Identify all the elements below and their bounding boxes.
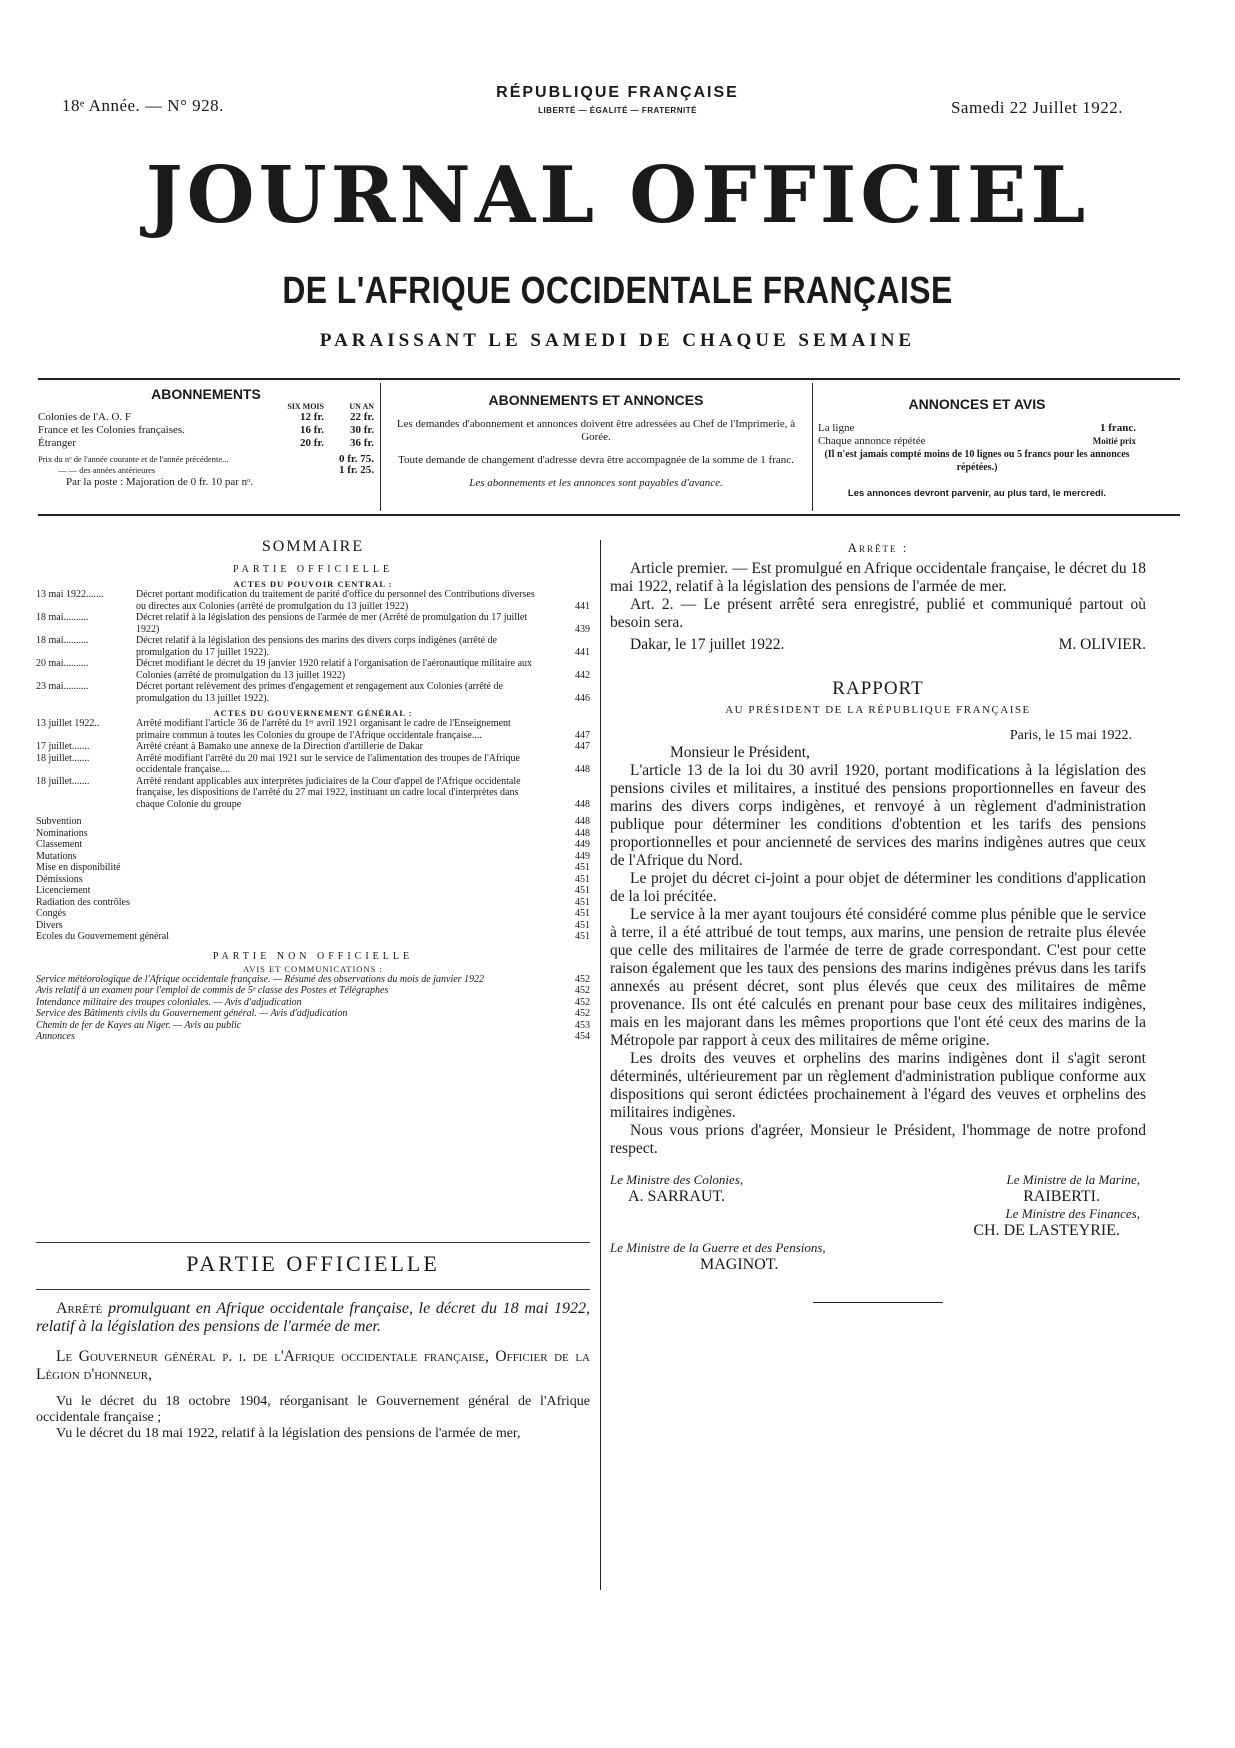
abonnements-title: ABONNEMENTS xyxy=(151,386,261,402)
box-divider-1 xyxy=(380,383,381,511)
abonnements-box xyxy=(38,386,374,489)
journal-title: JOURNAL OFFICIEL xyxy=(145,150,1090,241)
sommaire-entry: Ecoles du Gouvernement général 451 xyxy=(36,931,590,942)
abonnement-row: Étranger 20 fr. 36 fr. xyxy=(38,437,374,449)
abonnement-row: Colonies de l'A. O. F 12 fr. 22 fr. xyxy=(38,411,374,423)
col-un-an: UN AN xyxy=(349,402,374,411)
end-rule xyxy=(813,1302,943,1303)
sommaire-entry: 18 mai.......... Décret relatif à la législation des pensions des marins des divers corps indigènes (arrêté de promulgation du 17 juillet 1922). 441 xyxy=(36,635,590,658)
signataire: M. OLIVIER. xyxy=(1058,636,1146,653)
journal-subtitle: DE L'AFRIQUE OCCIDENTALE FRANÇAISE xyxy=(282,270,953,312)
sommaire-entry: 20 mai.......... Décret modifiant le décret du 19 janvier 1920 relatif à l'organisation de l'aéronautique militaire aux Colonies (arrêté de promulgation du 13 juillet 1922) 442 xyxy=(36,658,590,681)
box-divider-2 xyxy=(812,383,813,511)
sommaire-entry: Congés 451 xyxy=(36,908,590,919)
sommaire-entry: 13 juillet 1922.. Arrêté modifiant l'article 36 de l'arrêté du 1ᵉʳ avril 1921 organisant le cadre de l'Enseignement primaire commun à toutes les Colonies du groupe de l'Afrique occidentale française.... 447 xyxy=(36,718,590,741)
gouverneur-line: Le Gouverneur général p. i. de l'Afrique occidentale française, Officier de la Légion d'honneur, xyxy=(36,1348,590,1383)
box-bottom-rule xyxy=(38,514,1180,516)
sommaire-entry: Subvention 448 xyxy=(36,816,590,827)
issue-date: Samedi 22 Juillet 1922. xyxy=(950,98,1123,117)
sommaire-entry: Service des Bâtiments civils du Gouvernement général. — Avis d'adjudication 452 xyxy=(36,1008,590,1019)
annonces-avis-box: ANNONCES ET AVIS La ligne 1 franc. Chaque annonce répétée Moitié prix (Il n'est jamais compté moins de 10 lignes ou 5 francs pour les annonces répétées.) Les annonces devront parvenir, au plus tard, le mercredi. xyxy=(818,396,1136,499)
sommaire-entry: 13 mai 1922....... Décret portant modification du traitement de parité d'office du personnel des Contributions diverses ou directes aux Colonies (arrêté de promulgation du 13 juillet 1922) 441 xyxy=(36,589,590,612)
sommaire-entry: Chemin de fer de Kayes au Niger. — Avis au public 453 xyxy=(36,1019,590,1031)
sommaire-entry: 23 mai.......... Décret portant relèvement des primes d'engagement et rengagement aux Colonies (arrêté de promulgation du 13 juillet 1922). 446 xyxy=(36,681,590,704)
sommaire: SOMMAIRE PARTIE OFFICIELLE ACTES DU POUVOIR CENTRAL : 13 mai 1922....... Décret portant modification du traitement de parité d'office du personnel des Contributions diverses ou directes aux Colonies (arrêté de promulgation du 13 juillet 1922) 441 18 mai.......... Décret relatif à la législation des pensions de l'armée de mer (Arrêté de promulgation du 17 juillet 1922) 439 18 mai.......... Décret relatif à la législation des pensions des marins des divers corps indigènes (arrêté de promulgation du 17 juillet 1922). 441 20 mai.......... Décret modifiant le décret du 19 janvier 1920 relatif à l'organisation de l'aéronautique militaire aux Colonies (arrêté de promulgation du 13 juillet 1922) 442 23 mai.......... Décret portant relèvement des primes d'engagement et rengagement aux Colonies (arrêté de promulgation du 13 juillet 1922). 446 ACTES DU GOUVERNEMENT GÉNÉRAL : 13 juillet 1922.. Arrêté modifiant l'article 36 de l'arrêté du 1ᵉʳ avril 1921 organisant le cadre de l'Enseignement primaire commun à toutes les Colonies du groupe de l'Afrique occidentale française.... 447 17 juillet....... Arrêté créant à Bamako une annexe de la Direction d'artillerie de Dakar 447 18 juillet....... Arrêté modifiant l'arrêté du 20 mai 1921 sur le service de l'alimentation des troupes de l'Afrique occidentale française.... 448 18 juillet....... Arrêté rendant applicables aux interprètes judiciaires de la Cour d'appel de l'Afrique occidentale française, les dispositions de l'arrêté du 27 mai 1922, instituant un cadre local d'interprètes dans chaque Colonie du groupe 448 Subvention 448 Nominations 448 Classement 449 Mutations 449 Mise en disponibilité 451 Démissions 451 Licenciement 451 Radiation des contrôles 451 Congés 451 Divers 451 Ecoles du Gouvernement général 451 PARTIE NON OFFICIELLE AVIS ET COMMUNICATIONS : Service météorologique de l'Afrique occidentale française. — Résumé des observations du mois de janvier 1922 452 Avis relatif à un examen pour l'emploi de commis de 5ᵉ classe des Postes et Télégraphes 452 Intendance militaire des troupes coloniales. — Avis d'adjudication 452 Service des Bâtiments civils du Gouvernement général. — Avis d'adjudication 452 Chemin de fer de Kayes au Niger. — Avis au public 453 Annonces 454 xyxy=(36,538,590,1042)
sommaire-entry: Radiation des contrôles 451 xyxy=(36,896,590,908)
prix-row-2: — — des années antérieures 1 fr. 25. xyxy=(58,464,374,476)
sommaire-entry: Classement 449 xyxy=(36,839,590,850)
sommaire-entry: Mise en disponibilité 451 xyxy=(36,862,590,873)
issue-number: 18ᵉ Année. — N° 928. xyxy=(62,96,224,115)
sommaire-entry: Licenciement 451 xyxy=(36,885,590,896)
arrete-label: Arrête : xyxy=(847,540,909,555)
sommaire-entry: 18 juillet....... Arrêté modifiant l'arrêté du 20 mai 1921 sur le service de l'alimentation des troupes de l'Afrique occidentale française.... 448 xyxy=(36,752,590,775)
sommaire-entry: 17 juillet....... Arrêté créant à Bamako une annexe de la Direction d'artillerie de Dakar 447 xyxy=(36,741,590,752)
rapport-title: RAPPORT xyxy=(832,678,924,699)
partie-officielle-title: PARTIE OFFICIELLE xyxy=(186,1251,440,1276)
sommaire-entry: 18 juillet....... Arrêté rendant applicables aux interprètes judiciaires de la Cour d'appel de l'Afrique occidentale française, les dispositions de l'arrêté du 27 mai 1922, instituant un cadre local d'interprètes dans chaque Colonie du groupe 448 xyxy=(36,775,590,810)
arrete-heading: Arrêté promulguant en Afrique occidentale française, le décret du 18 mai 1922, relatif à la législation des pensions de l'armée de mer. xyxy=(36,1300,590,1335)
abonnements-annonces-title: ABONNEMENTS ET ANNONCES xyxy=(488,392,704,408)
sommaire-entry: Service météorologique de l'Afrique occidentale française. — Résumé des observations du mois de janvier 1922 452 xyxy=(36,973,590,985)
signatures: Le Ministre des Colonies, A. SARRAUT. Le Ministre de la Marine, RAIBERTI. Le Ministre des Finances, CH. DE LASTEYRIE. Le Ministre de la Guerre et des Pensions, MAGINOT. xyxy=(610,1172,1140,1273)
sommaire-entry: Nominations 448 xyxy=(36,827,590,839)
col-six-mois: SIX MOIS xyxy=(287,402,324,411)
republique-header: RÉPUBLIQUE FRANÇAISE xyxy=(496,84,739,101)
column-divider xyxy=(600,540,601,1590)
abonnements-annonces-box: ABONNEMENTS ET ANNONCES Les demandes d'abonnement et annonces doivent être adressées au Chef de l'Imprimerie, à Gorée. Toute demande de changement d'adresse devra être accompagnée de la somme de 1 franc. Les abonnements et les annonces sont payables d'avance. xyxy=(386,392,806,490)
sommaire-entry: Démissions 451 xyxy=(36,873,590,885)
devise: LIBERTÉ — ÉGALITÉ — FRATERNITÉ xyxy=(538,106,697,115)
sommaire-title: SOMMAIRE xyxy=(261,538,365,555)
right-column: Arrête : Article premier. — Est promulgué en Afrique occidentale française, le décret du 18 mai 1922, relatif à la législation des pensions de l'armée de mer. Art. 2. — Le présent arrêté sera enregistré, publié et communiqué partout où besoin sera. Dakar, le 17 juillet 1922. M. OLIVIER. RAPPORT AU PRÉSIDENT DE LA RÉPUBLIQUE FRANÇAISE Paris, le 15 mai 1922. Monsieur le Président, L'article 13 de la loi du 30 avril 1920, portant modifications à la législation des pensions civiles et militaires, a institué des pensions proportionnelles en faveur des marins des divers corps indigènes, et renvoyé à un règlement d'administration publique pour déterminer les conditions d'obtention et les tarifs des pensions proportionnelles et pour ancienneté de services des marins indigènes autres que ceux de l'Afrique du Nord. Le projet du décret ci-joint a pour objet de déterminer les conditions d'application de la loi précitée. Le service à la mer ayant toujours été considéré comme plus pénible que le service à terre, il a été attribué de tout temps, aux marins, une pension de retraite plus élevée que celle des militaires de l'armée de terre de grade correspondant. C'est pour cette raison également que les taux des pensions des marins indigènes prévus dans les tarifs annexés au présent décret, sont plus élevés que ceux des militaires de même provenance. Ils ont été calculés en prenant pour base ceux des militaires indigènes, mais en les majorant dans les mêmes proportions que l'ont été ceux des marins de la Métropole par rapport à ceux des militaires de même origine. Les droits des veuves et orphelins des marins indigènes dont il s'agit seront déterminés, ultérieurement par un règlement d'administration publique conforme aux dispositions qui seront édictées prochainement à l'égard des veuves et orphelins des militaires indigènes. Nous vous prions d'agréer, Monsieur le Président, l'hommage de notre profond respect. Le Ministre des Colonies, A. SARRAUT. Le Ministre de la Marine, RAIBERTI. Le Ministre des Finances, CH. DE LASTEYRIE. Le Ministre de la Guerre et des Pensions, MAGINOT. xyxy=(610,540,1146,1303)
parution: PARAISSANT LE SAMEDI DE CHAQUE SEMAINE xyxy=(319,330,916,351)
annonces-avis-title: ANNONCES ET AVIS xyxy=(908,396,1046,412)
sommaire-entry: 18 mai.......... Décret relatif à la législation des pensions de l'armée de mer (Arrêté de promulgation du 17 juillet 1922) 439 xyxy=(36,612,590,635)
prix-row: Prix du nᵒ de l'année courante et de l'année précédente... 0 fr. 75. xyxy=(38,453,374,465)
box-top-rule xyxy=(38,378,1180,380)
sommaire-entry: Avis relatif à un examen pour l'emploi de commis de 5ᵉ classe des Postes et Télégraphes 452 xyxy=(36,985,590,996)
poste-note: Par la poste : Majoration de 0 fr. 10 par nᵒ. xyxy=(66,476,254,488)
sommaire-entry: Divers 451 xyxy=(36,919,590,931)
sommaire-entry: Intendance militaire des troupes coloniales. — Avis d'adjudication 452 xyxy=(36,996,590,1008)
partie-officielle-section: PARTIE OFFICIELLE Arrêté promulguant en Afrique occidentale française, le décret du 18 mai 1922, relatif à la législation des pensions de l'armée de mer. Le Gouverneur général p. i. de l'Afrique occidentale française, Officier de la Légion d'honneur, Vu le décret du 18 octobre 1904, réorganisant le Gouvernement général de l'Afrique occidentale française ; Vu le décret du 18 mai 1922, relatif à la législation des pensions de l'armée de mer, xyxy=(36,1242,590,1442)
abonnement-row: France et les Colonies françaises. 16 fr. 30 fr. xyxy=(38,424,374,436)
sommaire-entry: Annonces 454 xyxy=(36,1031,590,1042)
sommaire-entry: Mutations 449 xyxy=(36,850,590,862)
